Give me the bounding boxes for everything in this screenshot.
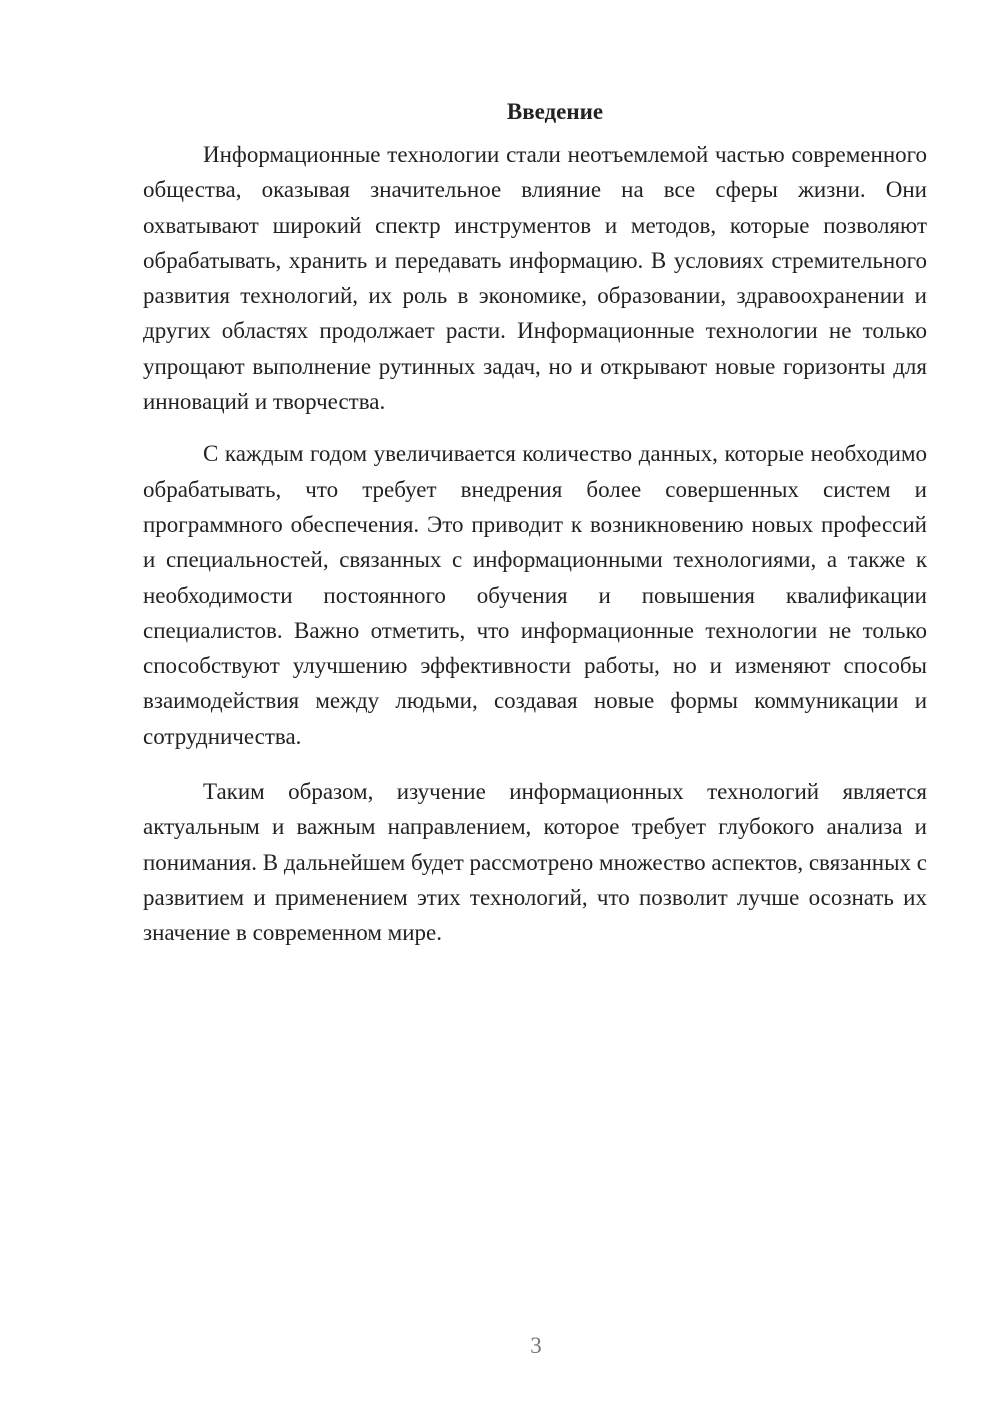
page-content (143, 96, 927, 951)
page-number: 3 (530, 1333, 542, 1358)
paragraph-2: С каждым годом увеличивается количество данных, которые необходимо обрабатывать, что требует внедрения более совершенных систем и программного обеспечения. Это приводит к возникновению новых профессий и специальностей, связанных с информационными технологиями, а также к необходимости постоянного обучения и повышения квалификации специалистов. Важно отметить, что информационные технологии не только способствуют улучшению эффективности работы, но и изменяют способы взаимодействия между людьми, создавая новые формы коммуникации и сотрудничества. (143, 441, 927, 749)
section-heading: Введение (506, 99, 604, 124)
paragraph-3: Таким образом, изучение информационных технологий является актуальным и важным направлением, которое требует глубокого анализа и понимания. В дальнейшем будет рассмотрено множество аспектов, связанных с развитием и применением этих технологий, что позволит лучше осознать их значение в современном мире. (143, 779, 927, 946)
paragraph-1: Информационные технологии стали неотъемлемой частью современного общества, оказывая значительное влияние на все сферы жизни. Они охватывают широкий спектр инструментов и методов, которые позволяют обрабатывать, хранить и передавать информацию. В условиях стремительного развития технологий, их роль в экономике, образовании, здравоохранении и других областях продолжает расти. Информационные технологии не только упрощают выполнение рутинных задач, но и открывают новые горизонты для инноваций и творчества. (143, 142, 927, 415)
